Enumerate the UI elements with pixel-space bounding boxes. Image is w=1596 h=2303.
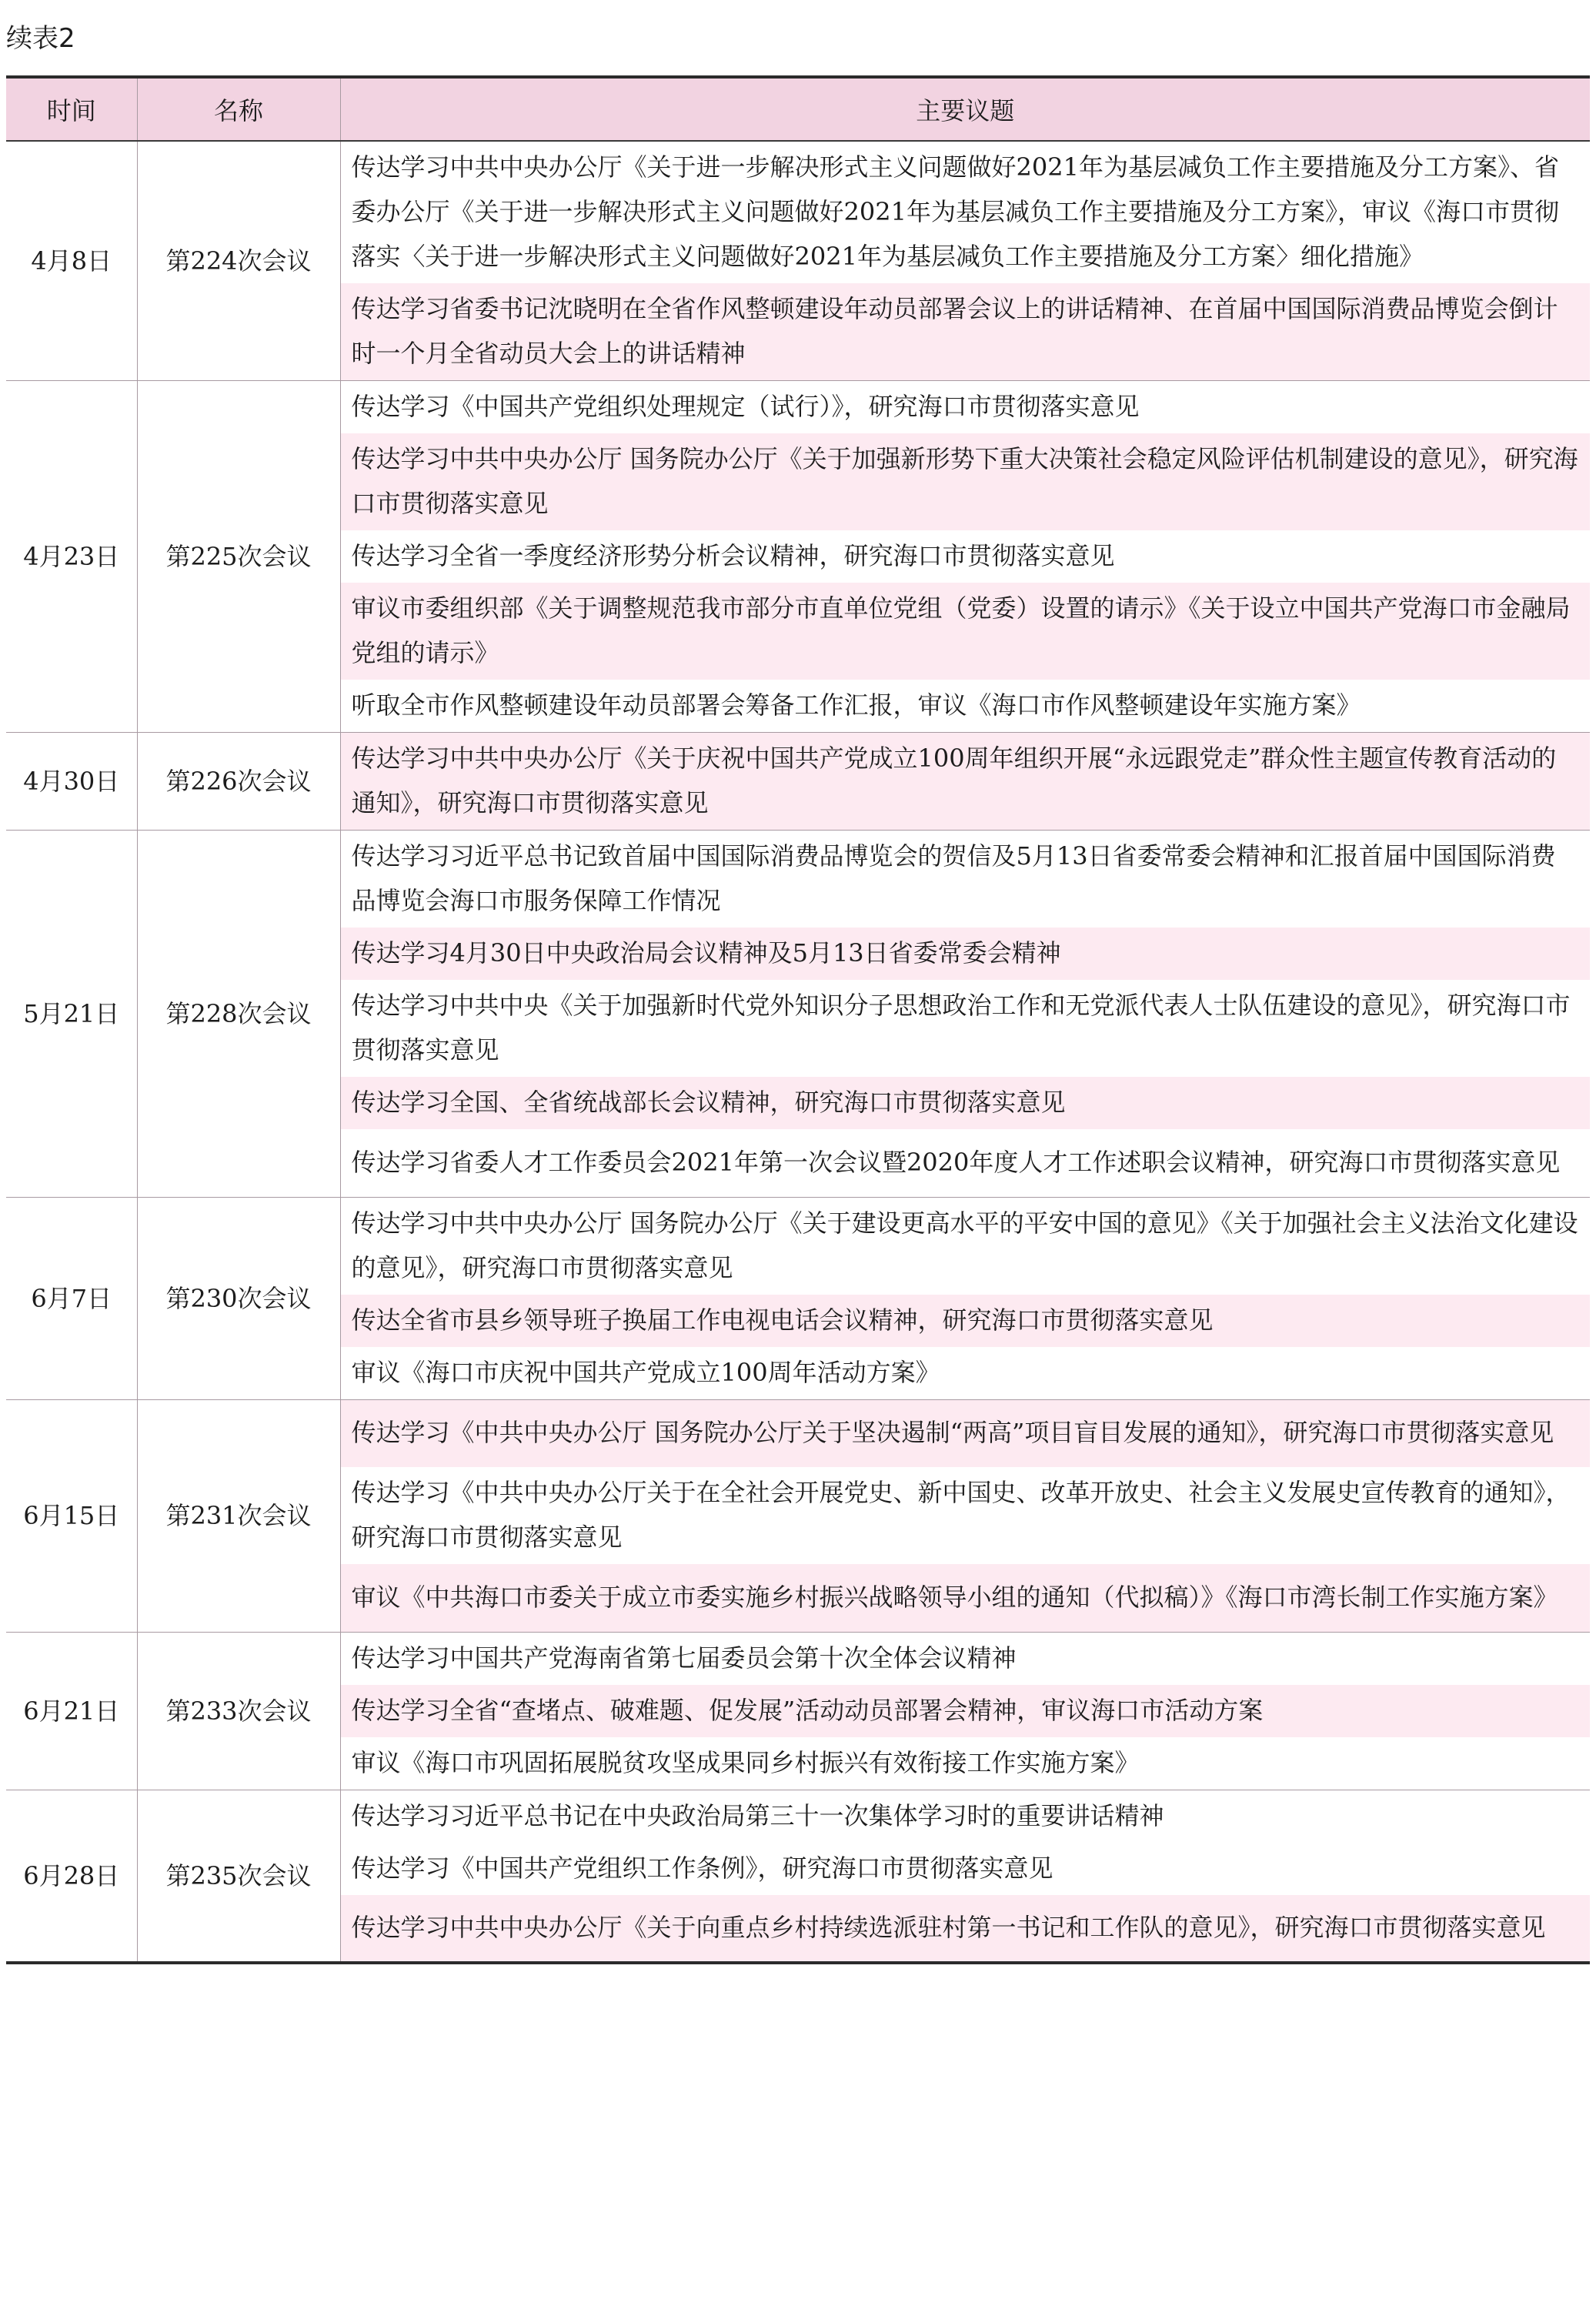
meeting-name: 第225次会议 xyxy=(137,381,340,733)
table-row xyxy=(6,733,1590,831)
meeting-name: 第233次会议 xyxy=(137,1632,340,1790)
meeting-time: 6月7日 xyxy=(6,1197,137,1399)
meeting-topic: 听取全市作风整顿建设年动员部署会筹备工作汇报，审议《海口市作风整顿建设年实施方案》 xyxy=(340,680,1590,733)
meeting-topic: 审议《中共海口市委关于成立市委实施乡村振兴战略领导小组的通知（代拟稿）》《海口市湾长制工作实施方案》 xyxy=(340,1564,1590,1632)
meeting-topic: 传达学习4月30日中央政治局会议精神及5月13日省委常委会精神 xyxy=(340,928,1590,980)
meetings-table xyxy=(6,75,1590,1964)
meeting-time: 4月30日 xyxy=(6,733,137,831)
header-topics: 主要议题 xyxy=(340,77,1590,141)
meeting-topic: 传达学习全省“查堵点、破难题、促发展”活动动员部署会精神，审议海口市活动方案 xyxy=(340,1685,1590,1737)
meeting-name: 第230次会议 xyxy=(137,1197,340,1399)
table-body xyxy=(6,141,1590,1963)
meeting-time: 5月21日 xyxy=(6,831,137,1198)
meeting-topic: 传达学习习近平总书记致首届中国国际消费品博览会的贺信及5月13日省委常委会精神和汇报首届中国国际消费品博览会海口市服务保障工作情况 xyxy=(340,831,1590,928)
meeting-topic: 传达学习省委人才工作委员会2021年第一次会议暨2020年度人才工作述职会议精神，研究海口市贯彻落实意见 xyxy=(340,1129,1590,1197)
meeting-topic: 传达学习《中国共产党组织处理规定（试行）》，研究海口市贯彻落实意见 xyxy=(340,381,1590,434)
meeting-topic: 传达学习中共中央办公厅 国务院办公厅《关于建设更高水平的平安中国的意见》《关于加强社会主义法治文化建设的意见》，研究海口市贯彻落实意见 xyxy=(340,1197,1590,1295)
header-time: 时间 xyxy=(6,77,137,141)
meeting-topic: 传达全省市县乡领导班子换届工作电视电话会议精神，研究海口市贯彻落实意见 xyxy=(340,1295,1590,1347)
meeting-topic: 传达学习中共中央办公厅《关于向重点乡村持续选派驻村第一书记和工作队的意见》，研究海口市贯彻落实意见 xyxy=(340,1895,1590,1963)
table-row xyxy=(6,141,1590,283)
table-header xyxy=(6,77,1590,141)
meeting-topic: 传达学习中共中央办公厅《关于进一步解决形式主义问题做好2021年为基层减负工作主要措施及分工方案》、省委办公厅《关于进一步解决形式主义问题做好2021年为基层减负工作主要措施及分工方案》，审议《海口市贯彻落实〈关于进一步解决形式主义问题做好2021年为基层减负工作主要措施及分工方案〉细化措施》 xyxy=(340,141,1590,283)
meetings-table-container xyxy=(6,75,1590,1964)
meeting-topic: 传达学习《中国共产党组织工作条例》，研究海口市贯彻落实意见 xyxy=(340,1843,1590,1895)
meeting-topic: 传达学习《中共中央办公厅关于在全社会开展党史、新中国史、改革开放史、社会主义发展史宣传教育的通知》，研究海口市贯彻落实意见 xyxy=(340,1467,1590,1564)
meeting-topic: 传达学习《中共中央办公厅 国务院办公厅关于坚决遏制“两高”项目盲目发展的通知》，研究海口市贯彻落实意见 xyxy=(340,1399,1590,1467)
meeting-topic: 传达学习全国、全省统战部长会议精神，研究海口市贯彻落实意见 xyxy=(340,1077,1590,1129)
meeting-name: 第224次会议 xyxy=(137,141,340,381)
meeting-time: 6月21日 xyxy=(6,1632,137,1790)
table-row xyxy=(6,1197,1590,1295)
meeting-name: 第226次会议 xyxy=(137,733,340,831)
meeting-topic: 审议《海口市庆祝中国共产党成立100周年活动方案》 xyxy=(340,1347,1590,1400)
meeting-topic: 传达学习中共中央办公厅 国务院办公厅《关于加强新形势下重大决策社会稳定风险评估机制建设的意见》，研究海口市贯彻落实意见 xyxy=(340,433,1590,530)
meeting-topic: 传达学习中共中央办公厅《关于庆祝中国共产党成立100周年组织开展“永远跟党走”群众性主题宣传教育活动的通知》，研究海口市贯彻落实意见 xyxy=(340,733,1590,831)
table-row xyxy=(6,1632,1590,1685)
table-row xyxy=(6,1399,1590,1467)
table-row xyxy=(6,831,1590,928)
meeting-topic: 审议市委组织部《关于调整规范我市部分市直单位党组（党委）设置的请示》《关于设立中国共产党海口市金融局党组的请示》 xyxy=(340,583,1590,680)
meeting-topic: 审议《海口市巩固拓展脱贫攻坚成果同乡村振兴有效衔接工作实施方案》 xyxy=(340,1737,1590,1790)
meeting-time: 4月8日 xyxy=(6,141,137,381)
meeting-topic: 传达学习中共中央《关于加强新时代党外知识分子思想政治工作和无党派代表人士队伍建设的意见》，研究海口市贯彻落实意见 xyxy=(340,980,1590,1077)
meeting-time: 6月28日 xyxy=(6,1790,137,1963)
table-row xyxy=(6,1790,1590,1843)
meeting-name: 第235次会议 xyxy=(137,1790,340,1963)
meeting-time: 4月23日 xyxy=(6,381,137,733)
meeting-topic: 传达学习中国共产党海南省第七届委员会第十次全体会议精神 xyxy=(340,1632,1590,1685)
meeting-name: 第228次会议 xyxy=(137,831,340,1198)
meeting-name: 第231次会议 xyxy=(137,1399,340,1632)
table-caption: 续表2 xyxy=(6,23,75,54)
meeting-time: 6月15日 xyxy=(6,1399,137,1632)
meeting-topic: 传达学习习近平总书记在中央政治局第三十一次集体学习时的重要讲话精神 xyxy=(340,1790,1590,1843)
meeting-topic: 传达学习省委书记沈晓明在全省作风整顿建设年动员部署会议上的讲话精神、在首届中国国际消费品博览会倒计时一个月全省动员大会上的讲话精神 xyxy=(340,283,1590,381)
header-row xyxy=(6,77,1590,141)
table-row xyxy=(6,381,1590,434)
meeting-topic: 传达学习全省一季度经济形势分析会议精神，研究海口市贯彻落实意见 xyxy=(340,530,1590,583)
header-name: 名称 xyxy=(137,77,340,141)
